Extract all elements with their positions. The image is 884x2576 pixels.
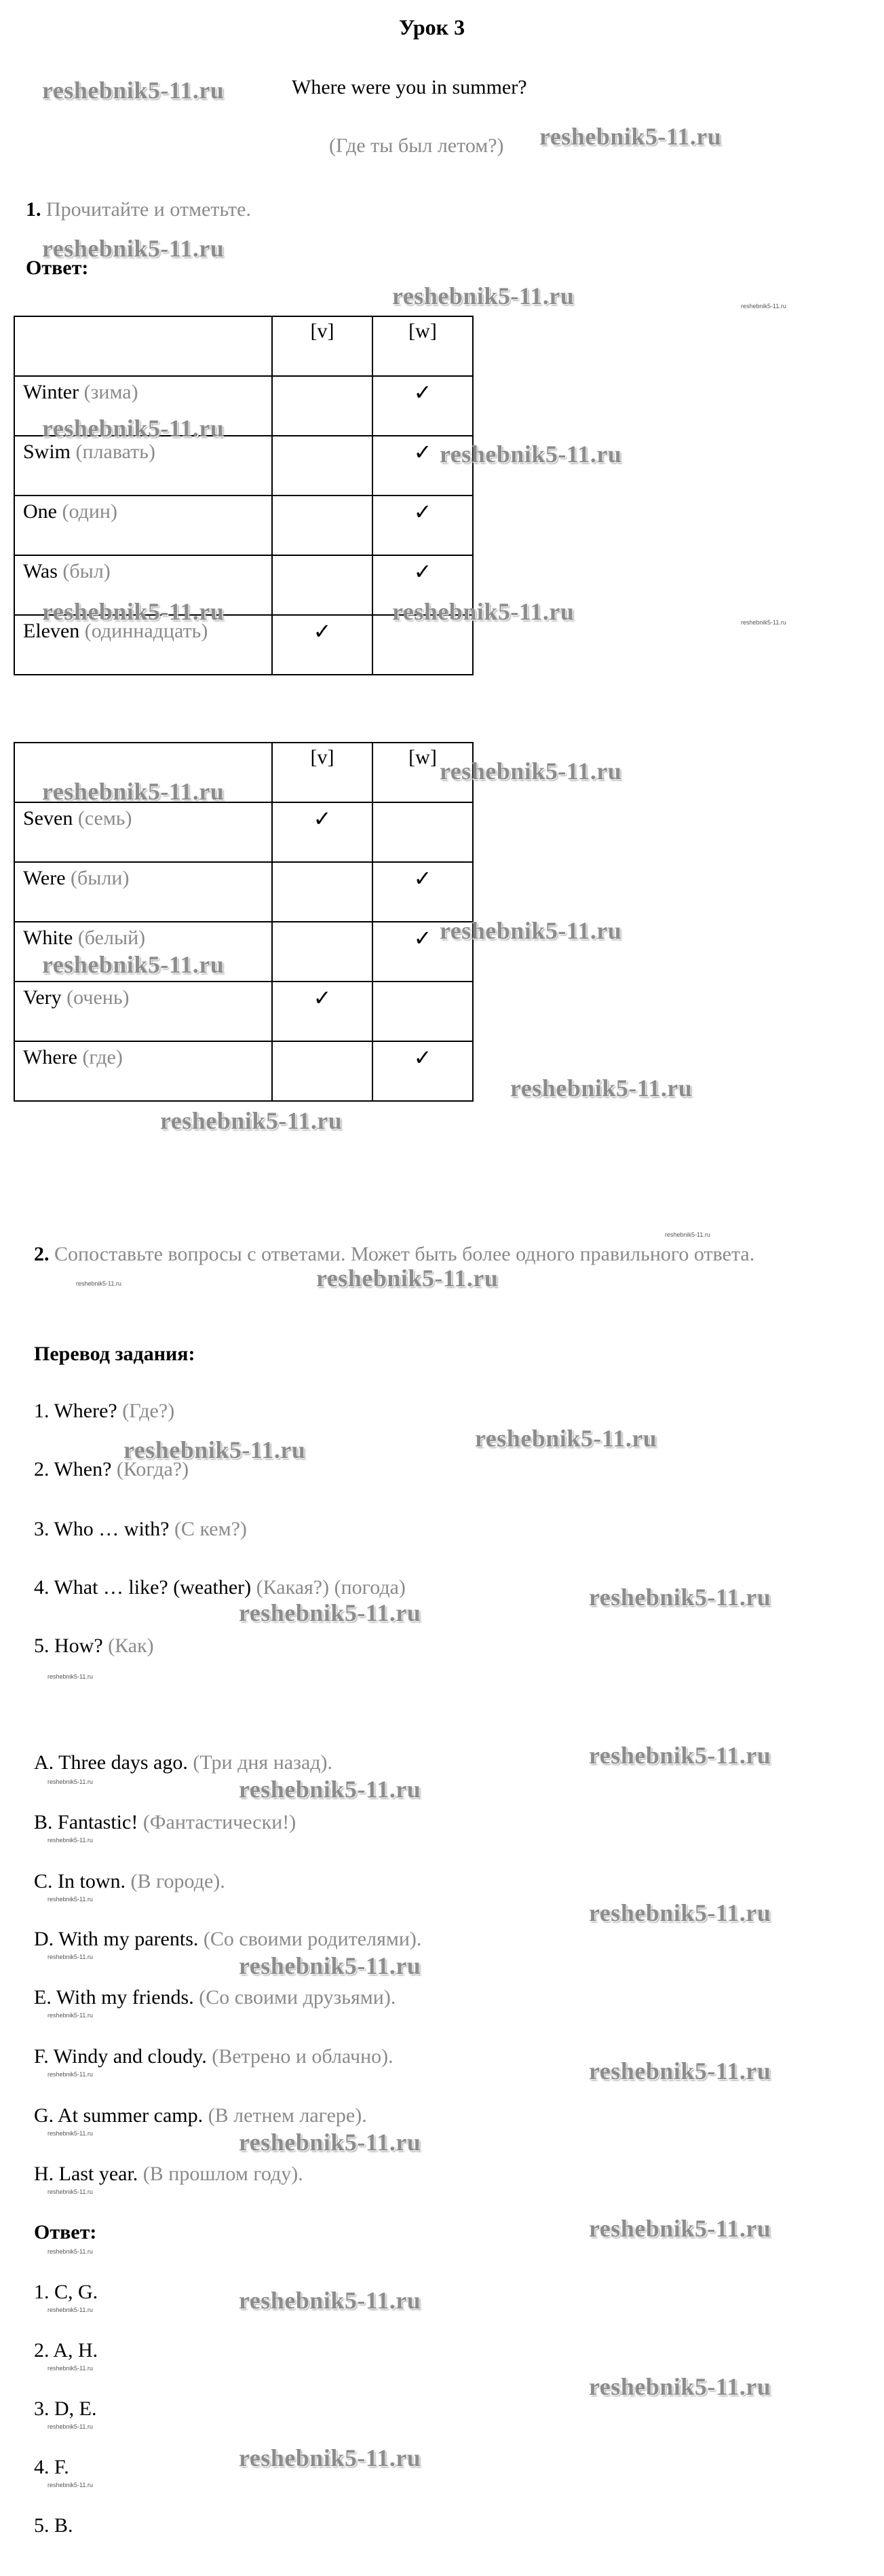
option-item: B. Fantastic! (Фантастически!) [34,1811,296,1833]
check-mark-icon: ✓ [413,925,432,951]
watermark: reshebnik5-11.ru [239,2129,421,2156]
watermark-small: reshebnik5-11.ru [47,2012,93,2019]
task1-text: Прочитайте и отметьте. [46,198,251,221]
option-item: C. In town. (В городе). [34,1870,225,1892]
watermark: reshebnik5-11.ru [589,2057,771,2085]
option-item: E. With my friends. (Со своими друзьями). [34,1986,396,2009]
watermark-small: reshebnik5-11.ru [47,2130,93,2137]
word: Where [23,1046,77,1068]
watermark-small: reshebnik5-11.ru [47,1954,93,1960]
lesson-subtitle-translation: (Где ты был летом?) [329,134,504,157]
watermark: reshebnik5-11.ru [392,282,575,310]
watermark-small: reshebnik5-11.ru [47,1778,93,1785]
watermark: reshebnik5-11.ru [239,2444,421,2471]
watermark-small: reshebnik5-11.ru [741,619,786,626]
task2-number: 2. [34,1243,50,1265]
page-title: Урок 3 [399,15,465,39]
question-item: 1. Where? (Где?) [34,1400,175,1422]
word-translation: (зима) [83,381,138,403]
watermark: reshebnik5-11.ru [440,758,622,785]
word: White [23,927,73,949]
watermark: reshebnik5-11.ru [589,1584,771,1611]
word-translation: (белый) [77,927,146,949]
table-row [14,436,473,496]
watermark-small: reshebnik5-11.ru [47,2188,93,2195]
option-item: A. Three days ago. (Три дня назад). [34,1751,333,1774]
watermark: reshebnik5-11.ru [440,441,622,468]
word: Were [23,867,66,889]
watermark: reshebnik5-11.ru [589,2373,771,2400]
watermark: reshebnik5-11.ru [539,123,722,150]
word-translation: (где) [82,1046,123,1068]
watermark: reshebnik5-11.ru [160,1107,343,1134]
watermark-small: reshebnik5-11.ru [76,1280,121,1287]
watermark: reshebnik5-11.ru [42,415,225,442]
question-item: 5. How? (Как) [34,1635,154,1657]
watermark-small: reshebnik5-11.ru [47,2248,93,2255]
watermark-small: reshebnik5-11.ru [47,2365,93,2372]
check-mark-icon: ✓ [313,985,332,1011]
check-mark-icon: ✓ [413,439,432,465]
watermark: reshebnik5-11.ru [239,1599,421,1626]
word-translation: (один) [62,500,117,523]
watermark: reshebnik5-11.ru [42,778,225,805]
word: Very [23,986,62,1009]
word: Swim [23,441,71,463]
answer-item: 5. B. [34,2514,73,2537]
question-item: 4. What … like? (weather) (Какая?) (погода) [34,1576,406,1599]
word-translation: (плавать) [75,441,155,463]
table-row [14,496,473,555]
watermark-small: reshebnik5-11.ru [47,1673,93,1680]
lesson-subtitle: Where were you in summer? [292,76,527,98]
table-row [14,862,473,922]
watermark: reshebnik5-11.ru [392,598,575,625]
check-mark-icon: ✓ [413,865,432,891]
word-translation: (одиннадцать) [84,620,208,642]
watermark: reshebnik5-11.ru [239,1952,421,1979]
check-mark-icon: ✓ [413,499,432,525]
watermark-small: reshebnik5-11.ru [741,303,786,310]
task2-translation-label: Перевод задания: [34,1343,195,1365]
watermark: reshebnik5-11.ru [239,2287,421,2314]
task2-answer-label: Ответ: [34,2221,97,2243]
task1-heading [26,198,251,221]
watermark: reshebnik5-11.ru [239,1776,421,1803]
header-v: [v] [272,316,372,376]
watermark-small: reshebnik5-11.ru [47,2307,93,2313]
watermark: reshebnik5-11.ru [510,1075,693,1102]
watermark-small: reshebnik5-11.ru [665,1231,710,1238]
table-row [14,802,473,862]
answer-item: 3. D, E. [34,2397,97,2420]
header-blank-cell [14,316,272,376]
check-mark-icon: ✓ [413,379,432,405]
header-w: [w] [372,316,473,376]
check-mark-icon: ✓ [313,806,332,832]
word-translation: (очень) [66,986,130,1009]
watermark: reshebnik5-11.ru [440,917,622,944]
option-item: H. Last year. (В прошлом году). [34,2163,303,2185]
watermark-small: reshebnik5-11.ru [47,2482,93,2488]
table-row [14,982,473,1041]
watermark-small: reshebnik5-11.ru [47,2071,93,2078]
option-item: D. With my parents. (Со своими родителями). [34,1928,422,1950]
task2-text: Сопоставьте вопросы с ответами. Может быть более одного правильного ответа. [54,1243,755,1265]
watermark: reshebnik5-11.ru [42,951,225,978]
word-translation: (семь) [77,807,132,829]
answer-item: 1. C, G. [34,2281,98,2303]
watermark-small: reshebnik5-11.ru [47,1837,93,1844]
word: Winter [23,381,79,403]
answer-item: 4. F. [34,2456,69,2478]
word-translation: (были) [71,867,130,889]
watermark: reshebnik5-11.ru [123,1436,306,1463]
header-w: [w] [372,743,473,802]
watermark: reshebnik5-11.ru [589,1899,771,1926]
header-v: [v] [272,743,372,802]
option-item: G. At summer camp. (В летнем лагере). [34,2104,367,2127]
question-item: 2. When? (Когда?) [34,1458,189,1480]
watermark: reshebnik5-11.ru [42,77,225,104]
word: Eleven [23,620,80,642]
watermark: reshebnik5-11.ru [475,1425,657,1452]
watermark: reshebnik5-11.ru [42,598,225,625]
word: One [23,500,57,523]
word-translation: (был) [62,560,111,582]
task1-number: 1. [26,198,41,221]
watermark: reshebnik5-11.ru [589,2215,771,2242]
watermark-small: reshebnik5-11.ru [47,1896,93,1903]
watermark: reshebnik5-11.ru [42,235,225,262]
table-row [14,1041,473,1101]
check-mark-icon: ✓ [413,559,432,584]
question-item: 3. Who … with? (С кем?) [34,1518,247,1540]
task1-answer-label: Ответ: [26,257,89,279]
option-item: F. Windy and cloudy. (Ветрено и облачно). [34,2045,393,2068]
answer-item: 2. A, H. [34,2339,98,2362]
check-mark-icon: ✓ [313,618,332,644]
watermark: reshebnik5-11.ru [589,1742,771,1769]
watermark: reshebnik5-11.ru [316,1265,499,1292]
table-header-row [14,316,473,376]
check-mark-icon: ✓ [413,1045,432,1070]
word: Was [23,560,58,582]
word: Seven [23,807,73,829]
watermark-small: reshebnik5-11.ru [47,2423,93,2430]
